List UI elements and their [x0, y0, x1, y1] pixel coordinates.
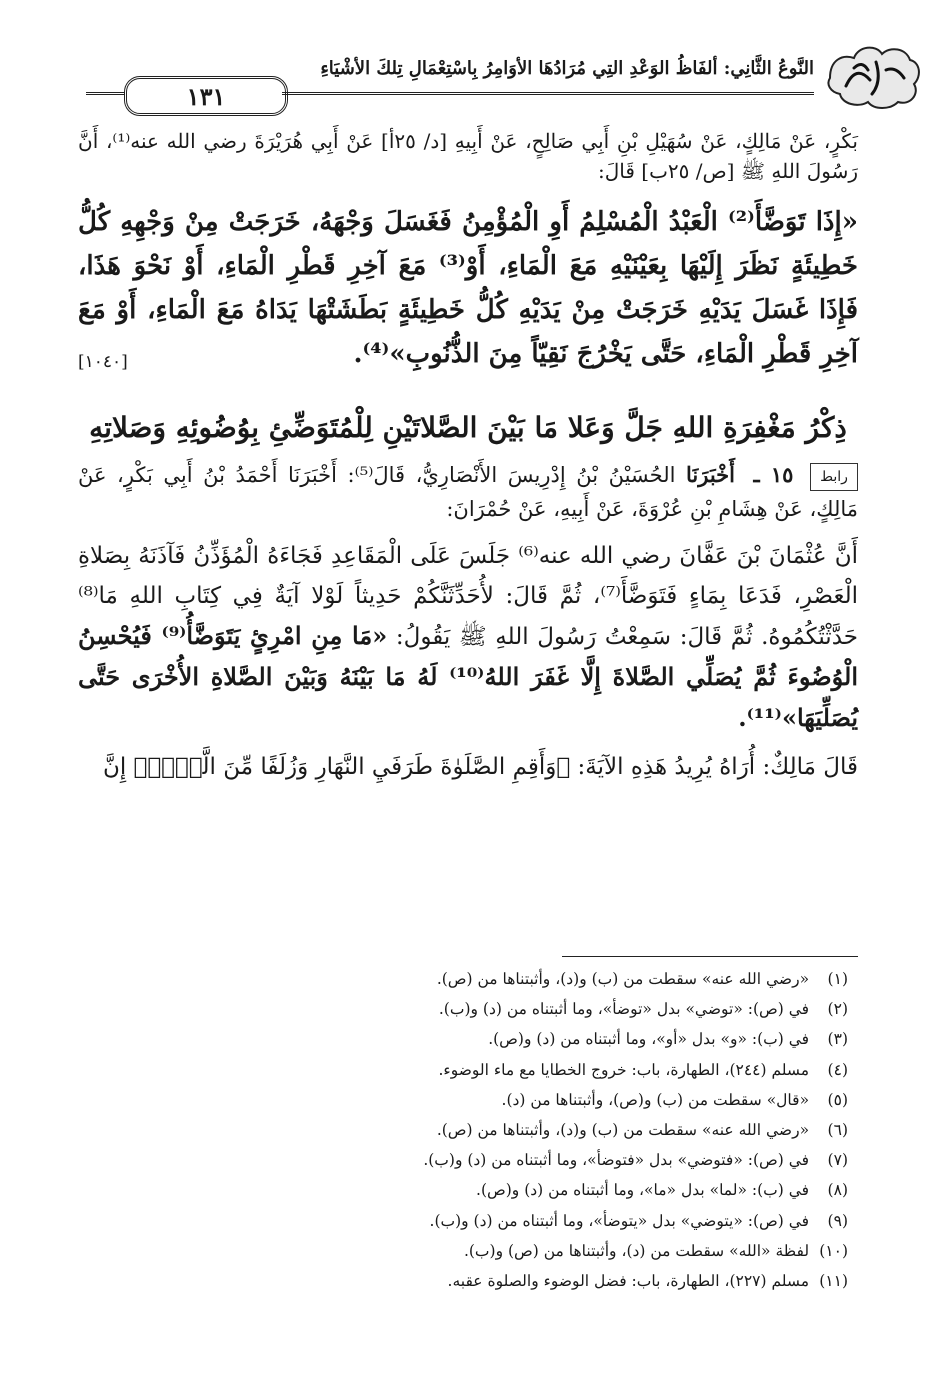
footnote-item — [80, 1175, 848, 1205]
footnote-number: (١) — [827, 970, 848, 988]
footnote-number: (١٠) — [819, 1241, 848, 1260]
hadith-body: «إِذَا تَوَضَّأَ⁽²⁾ الْعَبْدُ الْمُسْلِمُ أَوِ الْمُؤْمِنُ فَغَسَلَ وَجْهَهُ، خَرَجَتْ مِنْ وَجْهِهِ كُلُّ خَطِيئَةٍ نَظَرَ إِلَيْهَا بِعَيْنَيْهِ مَعَ الْمَاءِ، أَوْ⁽³⁾ مَعَ آخِرِ قَطْرِ الْمَاءِ، أَوْ نَحْوَ هَذَا، فَإِذَا غَسَلَ يَدَيْهِ خَرَجَتْ مِنْ يَدَيْهِ كُلُّ خَطِيئَةٍ بَطَشَتْهَا يَدَاهُ مَعَ الْمَاءِ، أَوْ مَعَ آخِرِ قَطْرِ الْمَاءِ، حَتَّى يَخْرُجَ نَقِيّاً مِنَ الذُّنُوبِ»⁽⁴⁾. — [78, 207, 858, 369]
footnote-number: (٤) — [827, 1060, 848, 1079]
footnote-number: (٨) — [827, 1181, 848, 1200]
header-divider — [306, 92, 814, 95]
narration — [78, 536, 858, 739]
page-body — [78, 126, 858, 787]
footnote-text: في (ص): «يتوضي» بدل «يتوضأ»، وما أثبتناه من (د) و(ب). — [429, 1211, 810, 1230]
prophetic-quote: «مَا مِنِ امْرِئٍ يَتَوَضَّأُ⁽⁹⁾ فَيُحْسِنُ الْوُضُوءَ ثُمَّ يُصَلِّي الصَّلاةَ إِلَّا غَفَرَ اللهُ⁽¹⁰⁾ لَهُ مَا بَيْنَهُ وَبَيْنَ الصَّلاةِ الأُخْرَى حَتَّى يُصَلِّيَهَا»⁽¹¹⁾. — [78, 621, 858, 732]
footnote-item — [80, 1206, 848, 1236]
entry-number: ١٥ ـ — [753, 462, 794, 487]
footnote-item — [80, 1145, 848, 1175]
narration-text: أَنَّ عُثْمَانَ بْنَ عَفَّانَ رضي الله عنه⁽⁶⁾ جَلَسَ عَلَى الْمَقَاعِدِ فَجَاءَهُ الْمُؤَذِّنُ فَآذَنَهُ بِصَلاةِ الْعَصْرِ، فَدَعَا بِمَاءٍ فَتَوَضَّأَ⁽⁷⁾، ثُمَّ قَالَ: لأُحَدِّثَنَّكُمْ حَدِيثاً لَوْلا آيَةٌ فِي كِتَابِ اللهِ مَا⁽⁸⁾ حَدَّثْتُكُمُوهُ. ثُمَّ قَالَ: سَمِعْتُ رَسُولَ اللهِ ﷺ يَقُولُ: — [78, 543, 858, 650]
chapter-heading: ذِكْرُ مَغْفِرَةِ اللهِ جَلَّ وَعَلا مَا بَيْنَ الصَّلاتَيْنِ لِلْمُتَوَضِّئِ بِوُضُوئِهِ وَصَلاتِهِ — [89, 411, 847, 444]
footnote-text: في (ص): «توضي» بدل «توضأ»، وما أثبتناه من (د) و(ب). — [438, 1000, 810, 1019]
footnote-text: مسلم (٢٤٤)، الطهارة، باب: خروج الخطايا مع ماء الوضوء. — [438, 1060, 810, 1079]
footnote-number: (٣) — [827, 1030, 848, 1049]
footnote-number: (٢) — [827, 1000, 848, 1019]
running-title: النَّوعُ الثَّانِي: ألفَاظُ الوَعْدِ التِي مُرَادُهَا الأوَامِرُ بِاسْتِعْمَالِ تِلكَ الأشْيَاءِ — [320, 58, 814, 79]
footnote-item — [80, 994, 848, 1024]
entry-isnad — [78, 458, 858, 526]
footnote-number: (٧) — [827, 1151, 848, 1170]
header-divider — [86, 92, 124, 95]
footnote-item — [80, 964, 848, 994]
footnote-item — [80, 1266, 848, 1296]
isnad-intro: بَكْرٍ، عَنْ مَالِكٍ، عَنْ سُهَيْلِ بْنِ أَبِي صَالِحٍ، عَنْ أَبِيهِ [د/ ٢٥أ] عَنْ أَبِي هُرَيْرَةَ رضي الله عنه⁽¹⁾، أَنَّ رَسُولَ اللهِ ﷺ [ص/ ٢٥ب] قَالَ: — [78, 129, 858, 183]
footnote-number: (٥) — [827, 1090, 848, 1109]
book-emblem-icon — [824, 40, 924, 110]
footnote-text: مسلم (٢٢٧)، الطهارة، باب: فضل الوضوء والصلوة عقبه. — [447, 1272, 810, 1291]
entry-chain: الحُسَيْنُ بْنُ إِدْرِيسَ الأَنْصَارِيُّ، قَالَ⁽⁵⁾: أَخْبَرَنَا أَحْمَدُ بْنُ أَبِي بَكْرٍ، عَنْ مَالِكٍ، عَنْ هِشَامِ بْنِ عُرْوَةَ، عَنْ أَبِيهِ، عَنْ حُمْرَانَ: — [78, 463, 858, 521]
footnote-text: «رضي الله عنه» سقطت من (ب) و(د)، وأثبتناها من (ص). — [436, 970, 810, 988]
footnote-text: في (ب): «و» بدل «أو»، وما أثبتناه من (د) و(ص). — [488, 1030, 810, 1049]
footnotes-list — [80, 964, 848, 1296]
footnote-item — [80, 1115, 848, 1145]
footnote-divider — [562, 956, 858, 957]
footnote-item — [80, 1055, 848, 1085]
footnote-item — [80, 1024, 848, 1054]
footnote-text: «قال» سقطت من (ب) و(ص)، وأثبتناها من (د). — [501, 1090, 810, 1109]
header-divider — [282, 92, 306, 95]
malik-commentary: قَالَ مَالِكٌ: أُرَاهُ يُرِيدُ هَذِهِ الآيَةَ: ﴿وَأَقِمِ الصَّلَوٰةَ طَرَفَيِ النَّهَارِ وَزُلَفًا مِّنَ الَّيۡلِۚ إِنَّ — [102, 754, 858, 780]
hadith-text — [78, 200, 858, 376]
footnote-text: في (ب): «لما» بدل «ما»، وما أثبتناه من (د) و(ص). — [476, 1181, 810, 1200]
footnote-text: في (ص): «فتوضي» بدل «فتوضأ»، وما أثبتناه من (د) و(ب). — [423, 1151, 810, 1170]
footnote-number: (٦) — [827, 1121, 848, 1140]
entry-leadword: أَخْبَرَنَا — [686, 462, 735, 487]
hadith-reference: [١٠٤٠] — [78, 352, 128, 372]
footnote-number: (٩) — [827, 1211, 848, 1230]
footnote-text: لفظة «الله» سقطت من (د)، وأثبتناها من (ص) و(ب). — [463, 1241, 810, 1260]
footnote-item — [80, 1236, 848, 1266]
footnote-item — [80, 1085, 848, 1115]
page-header — [86, 40, 924, 112]
page-number: ١٣١ — [124, 76, 288, 116]
footnote-number: (١١) — [819, 1272, 848, 1291]
entry-marker-icon: رابط — [810, 463, 858, 491]
footnote-text: «رضي الله عنه» سقطت من (ب) و(د)، وأثبتناها من (ص). — [436, 1121, 810, 1140]
